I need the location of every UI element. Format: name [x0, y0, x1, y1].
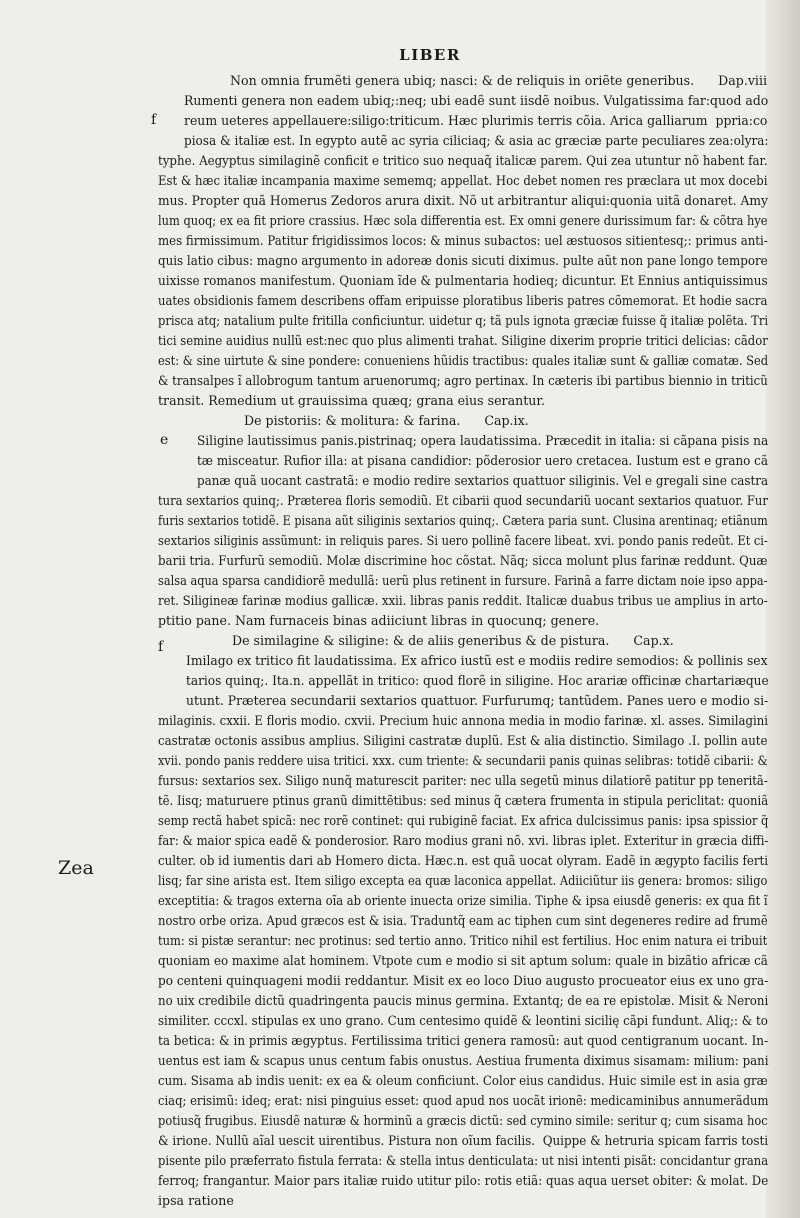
text-line: culter. ob id iumentis dari ab Homero dicta. Hæc.n. est quã uocat olyram. Eadẽ in ægypto facilis ferti: [158, 853, 769, 868]
text-line: exceptitia: & tragos externa oĩa ab oriente inuecta orize similia. Tiphe & ipsa eiusdẽ generis: ex qua fit ĩ: [158, 893, 768, 908]
text-line: tẽ. Iisq; maturuere ptinus granũ dimittẽtibus: sed minus q̃ cætera frumenta in stipula periclitat: quoniã: [158, 793, 769, 808]
text-line: Est & hæc italiæ incampania maxime sememq; appellat. Hoc debet nomen res præclara ut mox docebi: [158, 173, 768, 188]
text-line: similiter. cccxl. stipulas ex uno grano. Cum centesimo quidẽ & leontini sicilię cãpi fundunt. Aliq;: & to: [158, 1013, 768, 1028]
header-title: LIBER: [399, 46, 461, 64]
page-gutter-shadow: [766, 0, 800, 1218]
text-line: tæ misceatur. Rufior illa: at pisana candidior: põderosior uero cretacea. Iustum est e grano cã: [197, 453, 768, 468]
text-line: furis sextarios totidẽ. E pisana aũt siliginis sextarios quinq;. Cætera paria sunt. Clusina arentinaq; etiãnum: [158, 513, 768, 528]
text-line: ta betica: & in primis ægyptus. Fertilissima tritici genera ramosũ: aut quod centigranum uocant. In-: [158, 1033, 769, 1048]
text-line: mes firmissimum. Patitur frigidissimos locos: & minus subactos: uel æstuosos sitientesq;: primus anti-: [158, 233, 768, 248]
text-line: quis latio cibus: magno argumento in adoreæ donis sicuti diximus. pulte aũt non pane longo tempore: [158, 253, 768, 268]
text-line: xvii. pondo panis reddere uisa tritici. xxx. cum triente: & secundarii panis quinas selibras: totidẽ cibarii: &: [158, 753, 768, 768]
text-line: est: & sine uirtute & sine pondere: conueniens hũidis tractibus: quales italiæ sunt & galliæ comatæ. Sed: [158, 353, 769, 368]
text-line: prisca atq; natalium pulte fritilla conficiuntur. uidetur q; tã puls ignota græciæ fuisse q̃ italiæ polẽta. Tri: [158, 313, 769, 328]
text-line: ferroq; frangantur. Maior pars italiæ ruido utitur pilo: rotis etiã: quas aqua uerset obiter: & molat. De: [158, 1173, 769, 1188]
text-line: semp rectã habet spicã: nec rorẽ continet: qui rubiginẽ faciat. Ex africa dulcissimus panis: ipsa spissior q̃: [158, 813, 769, 828]
margin-note-zea: Zea: [58, 857, 94, 879]
margin-letter-e: e: [160, 432, 169, 448]
margin-letter-f-2: f: [158, 639, 164, 655]
text-line: milaginis. cxxii. E floris modio. cxvii. Precium huic annona media in modio farinæ. xl. asses. Similagini: [158, 713, 769, 728]
text-line: Imilago ex tritico fit laudatissima. Ex africo iustũ est e modiis redire semodios: & pollinis sex: [186, 653, 768, 668]
text-line: uentus est iam & scapus unus centum fabis onustus. Aestiua frumenta diximus sisamam: milium: pani: [158, 1053, 769, 1068]
text-line: castratæ octonis assibus amplius. Siligini castratæ duplũ. Est & alia distinctio. Similago .I. pollin aute: [158, 733, 768, 748]
text-line: transit. Remedium ut grauissima quæq; grana eius serantur.: [158, 393, 545, 408]
text-line: piosa & italiæ est. In egypto autẽ ac syria ciliciaq; & asia ac græciæ parte peculiares zea:olyra:: [184, 133, 769, 148]
text-line: lum quoq; ex ea fit priore crassius. Hæc sola differentia est. Ex omni genere durissimum far: & cõtra hye: [158, 213, 768, 228]
chapter-heading-viii: Non omnia frumẽti genera ubiq; nasci: & de reliquis in oriẽte generibus. Dap.viii: [230, 73, 768, 88]
text-line: typhe. Aegyptus similaginẽ conficit e tritico suo nequaq̃ italicæ parem. Qui zea utuntur nõ habent far.: [158, 153, 768, 168]
text-line: mus. Propter quã Homerus Zedoros arura dixit. Nõ ut arbitrantur aliqui:quonia uitã donaret. Amy: [158, 193, 768, 208]
text-line: sextarios siliginis assũmunt: in reliquis pares. Si uero pollinẽ facere libeat. xvi. pondo panis redeũt. Et ci-: [158, 533, 768, 548]
text-line: Siligine lautissimus panis.pistrinaq; opera laudatissima. Præcedit in italia: si cãpana pisis na: [197, 433, 769, 448]
text-line: far: & maior spica eadẽ & ponderosior. Raro modius grani nõ. xvi. libras iplet. Exteritur in græcia diffi-: [158, 833, 769, 848]
text-line: & irione. Nullũ aĩal uescit uirentibus. Pistura non oĩum facilis. Quippe & hetruria spicam farris tosti: [158, 1133, 769, 1148]
text-line: uixisse romanos manifestum. Quoniam ĩde & pulmentaria hodieq; dicuntur. Et Ennius antiquissimus: [158, 273, 768, 288]
text-line: uates obsidionis famem describens offam eripuisse ploratibus liberis patres cõmemorat. Et hodie sacra: [158, 293, 768, 308]
text-line: panæ quã uocant castratã: e modio redire sextarios quattuor siliginis. Vel e gregali sine castra: [197, 473, 769, 488]
text-line: ptitio pane. Nam furnaceis binas adiiciunt libras in quocunq; genere.: [158, 613, 600, 628]
text-line: nostro orbe oriza. Apud græcos est & isia. Traduntq̃ eam ac tiphen cum sint degeneres redire ad frumẽ: [158, 913, 768, 928]
text-line: fursus: sextarios sex. Siligo nunq̃ maturescit pariter: nec ulla segetũ minus dilatiorẽ patitur pp teneritã-: [158, 773, 768, 788]
margin-letter-f: f: [151, 112, 157, 128]
text-line: no uix credibile dictũ quadringenta paucis minus germina. Extantq; de ea re epistolæ. Misit & Neroni: [158, 993, 769, 1008]
text-line: ret. Siligineæ farinæ modius gallicæ. xxii. libras panis reddit. Italicæ duabus tribus ue amplius in arto-: [158, 593, 768, 608]
text-line: barii tria. Furfurũ semodiũ. Molæ discrimine hoc cõstat. Nãq; sicca molunt plus farinæ reddunt. Quæ: [158, 553, 768, 568]
text-line: tarios quinq;. Ita.n. appellãt in tritico: quod florẽ in siligine. Hoc arariæ officinæ chartariæque: [186, 673, 769, 688]
running-header: [0, 46, 800, 64]
text-line: tici semine auidius nullũ est:nec quo plus alimenti trahat. Siligine dixerim proprie tritici delicias: cãdor: [158, 333, 768, 348]
text-line: salsa aqua sparsa candidiorẽ medullã: uerũ plus retinent in fursure. Farinã a farre dictam noie ipso appa-: [158, 573, 768, 588]
text-line: ciaq; erisimũ: ideq; erat: nisi pinguius esset: quod apud nos uocãt irionẽ: medicaminibus annumerãdum: [158, 1093, 769, 1108]
chapter-heading-x: De similagine & siligine: & de aliis generibus & de pistura. Cap.x.: [232, 633, 674, 648]
text-line: quoniam eo maxime alat hominem. Vtpote cum e modio si sit aptum solum: quale in bizãtio africæ cã: [158, 953, 768, 968]
text-line: utunt. Præterea secundarii sextarios quattuor. Furfurumq; tantũdem. Panes uero e modio si-: [186, 693, 769, 708]
text-line: reum ueteres appellauere:siligo:triticum. Hæc plurimis terris cõia. Arica galliarum ppria:co: [184, 113, 768, 128]
text-line: pisente pilo præferrato fistula ferrata: & stella intus denticulata: ut nisi intenti pisãt: concidantur grana: [158, 1153, 769, 1168]
chapter-heading-ix: De pistoriis: & molitura: & farina. Cap.ix.: [244, 413, 529, 428]
text-line: & transalpes ĩ allobrogum tantum aruenorumq; agro pertinax. In cæteris ibi partibus biennio in triticũ: [158, 373, 768, 388]
text-line: potiusq̃ frugibus. Eiusdẽ naturæ & horminũ a græcis dictũ: sed cymino simile: seritur q; cum sisama hoc: [158, 1113, 768, 1128]
text-line: po centeni quinquageni modii reddantur. Misit ex eo loco Diuo augusto procueator eius ex uno gra-: [158, 973, 769, 988]
text-line: lisq; far sine arista est. Item siligo excepta ea quæ laconica appellat. Adiiciũtur iis genera: bromos: siligo: [158, 873, 768, 888]
text-line: Rumenti genera non eadem ubiq;:neq; ubi eadẽ sunt iisdẽ noibus. Vulgatissima far:quod ado: [184, 93, 769, 108]
text-line: cum. Sisama ab indis uenit: ex ea & oleum conficiunt. Color eius candidus. Huic simile est in asia græ: [158, 1073, 768, 1088]
text-line: tura sextarios quinq;. Præterea floris semodiũ. Et cibarii quod secundariũ uocant sextarios quatuor. Fur: [158, 493, 768, 508]
text-line: tum: si pistæ serantur: nec protinus: sed tertio anno. Tritico nihil est fertilius. Hoc enim natura ei tribuit: [158, 933, 768, 948]
text-line: ipsa ratione: [158, 1193, 234, 1208]
